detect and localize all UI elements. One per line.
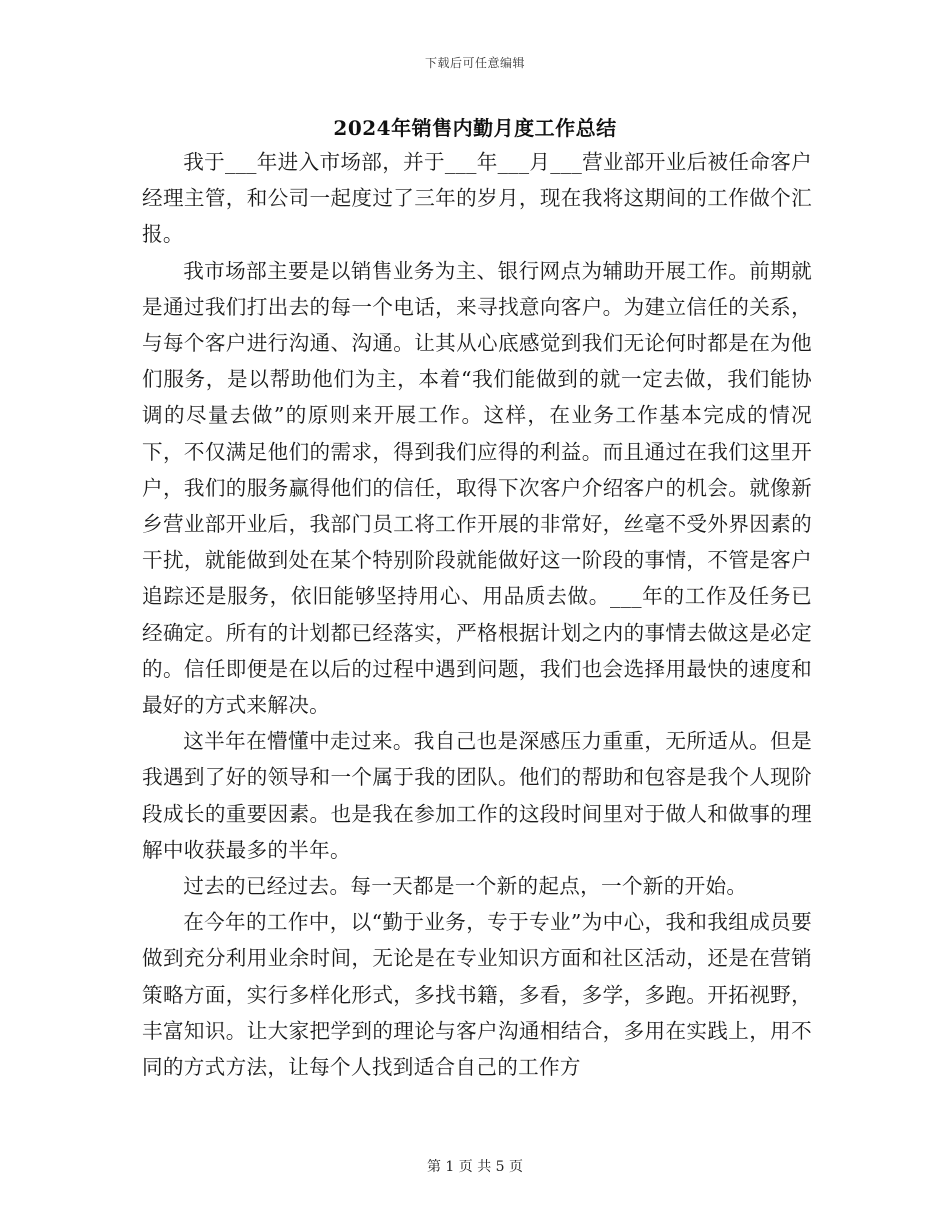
- header-note: 下载后可任意编辑: [424, 56, 525, 70]
- paragraph: 在今年的工作中，以“勤于业务，专于专业”为中心，我和我组成员要做到充分利用业余时间，无论是在专业知识方面和社区活动，还是在营销策略方面，实行多样化形式，多找书籍，多看，多学，多跑。开拓视野，丰富知识。让大家把学到的理论与客户沟通相结合，多用在实践上，用不同的方式方法，让每个人找到适合自己的工作方: [142, 910, 812, 1080]
- paragraph: 这半年在懵懂中走过来。我自己也是深感压力重重，无所适从。但是我遇到了好的领导和一个属于我的团队。他们的帮助和包容是我个人现阶段成长的重要因素。也是我在参加工作的这段时间里对于做人和做事的理解中收获最多的半年。: [142, 729, 812, 862]
- document-body: [142, 144, 812, 1085]
- paragraph: 我于___年进入市场部，并于___年___月___营业部开业后被任命客户经理主管，和公司一起度过了三年的岁月，现在我将这期间的工作做个汇报。: [142, 150, 812, 247]
- page-number: 第 1 页 共 5 页: [426, 1159, 524, 1175]
- paragraph: 我市场部主要是以销售业务为主、银行网点为辅助开展工作。前期就是通过我们打出去的每一个电话，来寻找意向客户。为建立信任的关系，与每个客户进行沟通、沟通。让其从心底感觉到我们无论何时都是在为他们服务，是以帮助他们为主，本着“我们能做到的就一定去做，我们能协调的尽量去做”的原则来开展工作。这样，在业务工作基本完成的情况下，不仅满足他们的需求，得到我们应得的利益。而且通过在我们这里开户，我们的服务赢得他们的信任，取得下次客户介绍客户的机会。就像新乡营业部开业后，我部门员工将工作开展的非常好，丝毫不受外界因素的干扰，就能做到处在某个特别阶段就能做好这一阶段的事情，不管是客户追踪还是服务，依旧能够坚持用心、用品质去做。___年的工作及任务已经确定。所有的计划都已经落实，严格根据计划之内的事情去做这是必定的。信任即便是在以后的过程中遇到问题，我们也会选择用最快的速度和最好的方式来解决。: [142, 258, 812, 718]
- paragraph: 过去的已经过去。每一天都是一个新的起点，一个新的开始。: [183, 874, 748, 899]
- document-title: 2024年销售内勤月度工作总结: [333, 116, 617, 140]
